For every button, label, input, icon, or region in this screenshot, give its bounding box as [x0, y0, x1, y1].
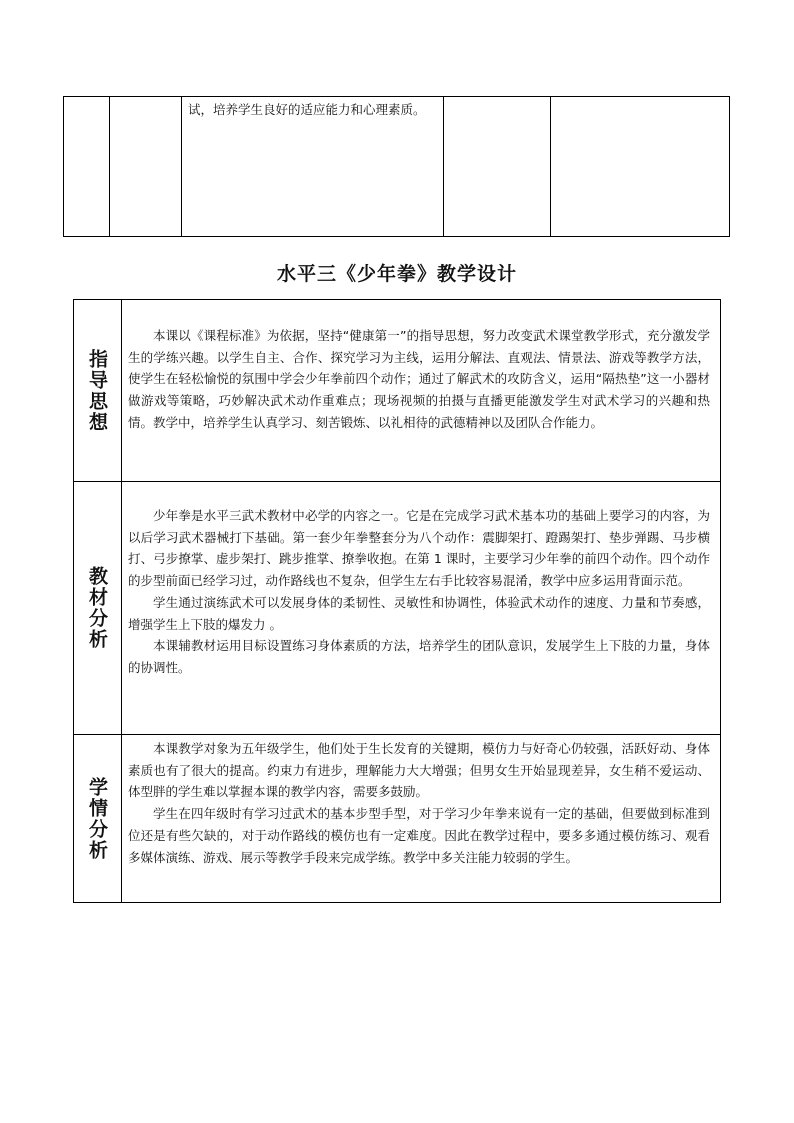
previous-lesson-table [63, 96, 730, 237]
paragraph: 本课教学对象为五年级学生，他们处于生长发育的关键期，模仿力与好奇心仍较强，活跃好动、身体素质也有了很大的提高。约束力有进步，理解能力大大增强；但男女生开始显现差异，女生稍不爱运动、体型胖的学生难以掌握本课的教学内容，需要多鼓励。 [128, 741, 710, 800]
student-analysis-row [74, 735, 720, 902]
document-title: 水平三《少年拳》教学设计 [276, 263, 517, 285]
paragraph: 学生通过演练武术可以发展身体的柔韧性、灵敏性和协调性，体验武术动作的速度、力量和节奏感，增强学生上下肢的爆发力 。 [128, 594, 710, 632]
student-analysis-header-cell [74, 735, 122, 902]
guiding-ideology-content [122, 300, 720, 481]
guiding-ideology-heading: 指导思想 [86, 348, 108, 433]
material-analysis-row [74, 482, 720, 735]
table-cell-empty [64, 97, 110, 236]
table-cell-empty [551, 97, 729, 236]
student-analysis-heading: 学情分析 [86, 776, 108, 861]
guiding-ideology-row [74, 300, 720, 482]
paragraph: 本课辅教材运用目标设置练习身体素质的方法，培养学生的团队意识，发展学生上下肢的力量，身体的协调性。 [128, 638, 710, 675]
teaching-design-table [73, 299, 721, 903]
material-analysis-header-cell [74, 482, 122, 734]
paragraph: 学生在四年级时有学习过武术的基本步型手型，对于学习少年拳来说有一定的基础，但要做到标准到位还是有些欠缺的，对于动作路线的模仿也有一定难度。因此在教学过程中，要多多通过模仿练习、观看多媒体演练、游戏、展示等教学手段来完成学练。教学中多关注能力较弱的学生。 [128, 806, 710, 865]
table-cell-empty [110, 97, 182, 236]
material-analysis-content [122, 482, 720, 734]
guiding-ideology-header-cell [74, 300, 122, 481]
material-analysis-heading: 教材分析 [86, 566, 108, 650]
paragraph: 本课以《课程标准》为依据，坚持“健康第一”的指导思想，努力改变武术课堂教学形式，充分激发学生的学练兴趣。以学生自主、合作、探究学习为主线，运用分解法、直观法、情景法、游戏等教学方法，使学生在轻松愉悦的氛围中学会少年拳前四个动作；通过了解武术的攻防含义，运用“隔热垫”这一小器材做游戏等策略，巧妙解决武术动作重难点；现场视频的拍摄与直播更能激发学生对武术学习的兴趣和热情。教学中，培养学生认真学习、刻苦锻炼、以礼相待的武德精神以及团队合作能力。 [128, 328, 710, 430]
paragraph: 少年拳是水平三武术教材中必学的内容之一。它是在完成学习武术基本功的基础上要学习的内容，为以后学习武术器械打下基础。第一套少年拳整套分为八个动作：震脚架打、蹬踢架打、垫步弹踢、马步横打、弓步撩掌、虚步架打、跳步推掌、撩拳收抱。在第 1 课时，主要学习少年拳的前四个动作。四个动作的步型前面已经学习过，动作路线也不复杂，但学生左右手比较容易混淆，教学中应多运用背面示范。 [128, 508, 710, 589]
table-cell-content: 试，培养学生良好的适应能力和心理素质。 [182, 97, 444, 236]
table-cell-empty [444, 97, 551, 236]
student-analysis-content [122, 735, 720, 902]
